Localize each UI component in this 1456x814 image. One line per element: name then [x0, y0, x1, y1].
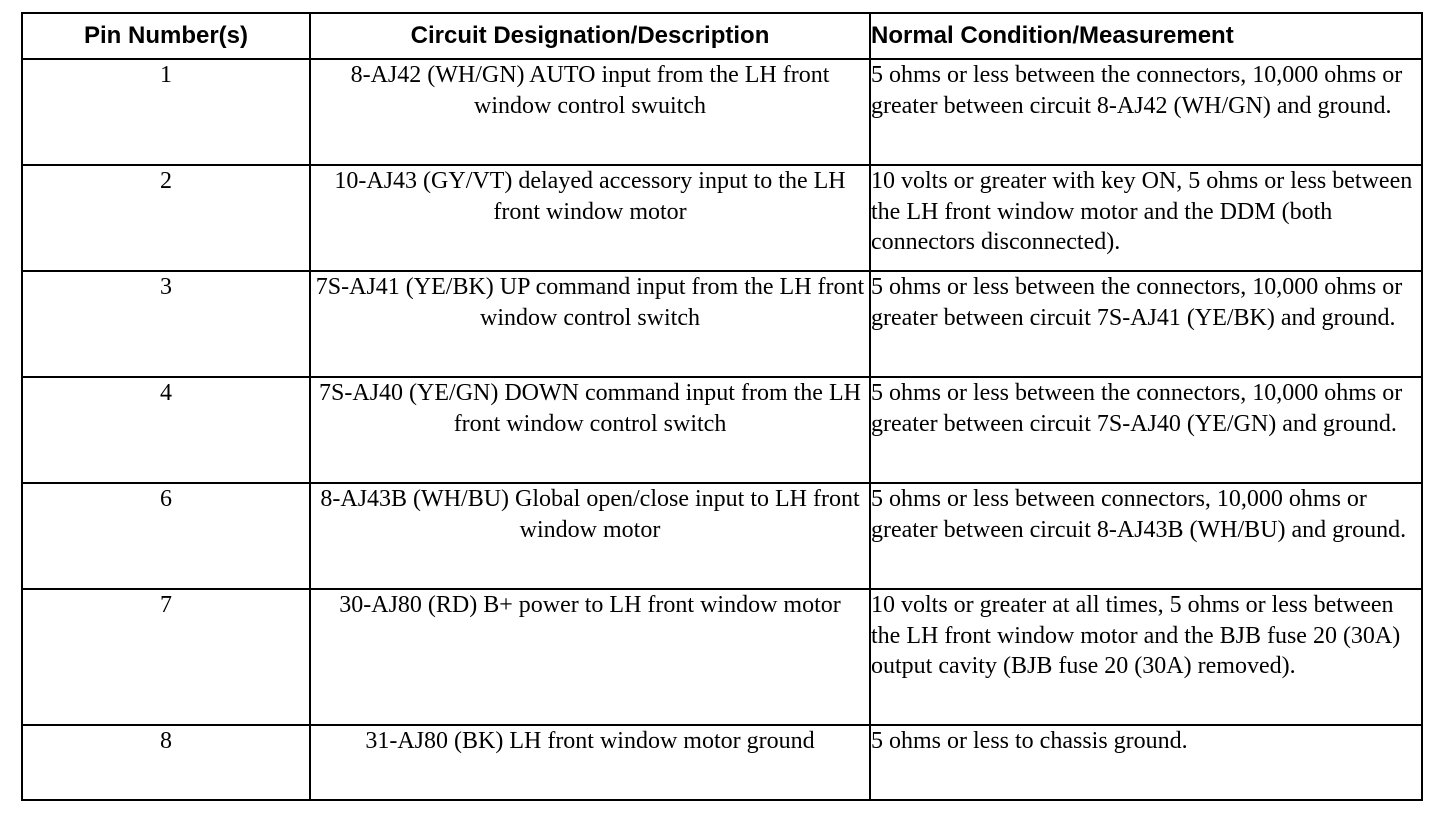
pin-table [21, 12, 1423, 801]
pin-cell: 3 [22, 271, 310, 377]
measurement-cell: 5 ohms or less between the connectors, 10,000 ohms or greater between circuit 7S-AJ41 (YE/BK) and ground. [870, 271, 1422, 377]
description-cell: 7S-AJ40 (YE/GN) DOWN command input from the LH front window control switch [310, 377, 870, 483]
table-row [22, 59, 1422, 165]
pin-cell: 6 [22, 483, 310, 589]
measurement-cell: 10 volts or greater with key ON, 5 ohms or less between the LH front window motor and the DDM (both connectors disconnected). [870, 165, 1422, 271]
pin-cell: 1 [22, 59, 310, 165]
description-cell: 7S-AJ41 (YE/BK) UP command input from the LH front window control switch [310, 271, 870, 377]
pin-cell: 8 [22, 725, 310, 800]
measurement-cell: 5 ohms or less between the connectors, 10,000 ohms or greater between circuit 8-AJ42 (WH/GN) and ground. [870, 59, 1422, 165]
pin-cell: 4 [22, 377, 310, 483]
table-row [22, 271, 1422, 377]
measurement-cell: 5 ohms or less to chassis ground. [870, 725, 1422, 800]
table-row [22, 377, 1422, 483]
description-cell: 31-AJ80 (BK) LH front window motor ground [310, 725, 870, 800]
table-row [22, 165, 1422, 271]
description-cell: 10-AJ43 (GY/VT) delayed accessory input to the LH front window motor [310, 165, 870, 271]
description-cell: 8-AJ43B (WH/BU) Global open/close input to LH front window motor [310, 483, 870, 589]
table-header-row [22, 13, 1422, 59]
table-row [22, 725, 1422, 800]
table-row [22, 589, 1422, 725]
measurement-cell: 5 ohms or less between connectors, 10,000 ohms or greater between circuit 8-AJ43B (WH/BU) and ground. [870, 483, 1422, 589]
description-cell: 30-AJ80 (RD) B+ power to LH front window motor [310, 589, 870, 725]
measurement-cell: 10 volts or greater at all times, 5 ohms or less between the LH front window motor and the BJB fuse 20 (30A) output cavity (BJB fuse 20 (30A) removed). [870, 589, 1422, 725]
pin-cell: 7 [22, 589, 310, 725]
header-circuit-description: Circuit Designation/Description [310, 13, 870, 59]
table-row [22, 483, 1422, 589]
header-pin-number: Pin Number(s) [22, 13, 310, 59]
header-normal-condition: Normal Condition/Measurement [870, 13, 1422, 59]
pin-cell: 2 [22, 165, 310, 271]
description-cell: 8-AJ42 (WH/GN) AUTO input from the LH front window control swuitch [310, 59, 870, 165]
measurement-cell: 5 ohms or less between the connectors, 10,000 ohms or greater between circuit 7S-AJ40 (YE/GN) and ground. [870, 377, 1422, 483]
